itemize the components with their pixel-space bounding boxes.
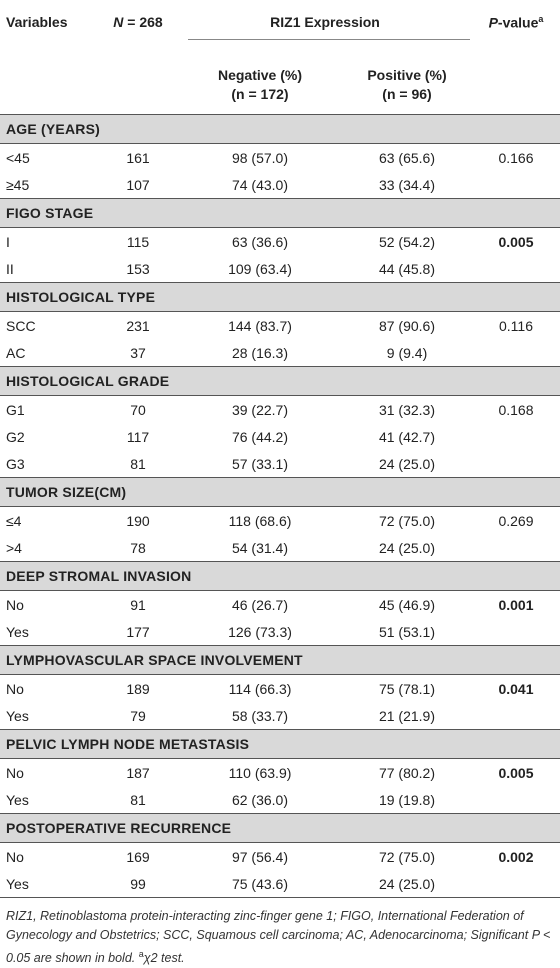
- row-n: 70: [130, 401, 146, 418]
- row-n: 107: [126, 176, 150, 193]
- row-negative: 57 (33.1): [231, 455, 289, 472]
- row-positive: 51 (53.1): [378, 623, 436, 640]
- row-n: 78: [130, 539, 146, 556]
- row-n: 177: [126, 623, 150, 640]
- row-p-value: [472, 171, 560, 199]
- row-positive: 21 (21.9): [378, 707, 436, 724]
- row-label: Yes: [6, 623, 29, 640]
- table-row: [0, 591, 560, 619]
- section-header: [0, 814, 560, 843]
- row-p-value: 0.041: [498, 680, 534, 697]
- row-p-value: [472, 702, 560, 730]
- row-negative: 28 (16.3): [231, 344, 289, 361]
- variables-header: Variables: [6, 14, 68, 30]
- section-header: [0, 646, 560, 675]
- row-label: >4: [6, 539, 22, 556]
- row-p-value: [472, 534, 560, 562]
- row-p-value: [472, 255, 560, 283]
- table-row: [0, 144, 560, 172]
- table-row: [0, 618, 560, 646]
- row-negative: 110 (63.9): [228, 764, 292, 781]
- row-positive: 24 (25.0): [378, 539, 436, 556]
- row-n: 161: [126, 149, 150, 166]
- table-row: [0, 507, 560, 535]
- row-positive: 45 (46.9): [378, 596, 436, 613]
- table-row: [0, 228, 560, 256]
- row-negative: 114 (66.3): [228, 680, 292, 697]
- table-row: [0, 702, 560, 730]
- section-title: HISTOLOGICAL TYPE: [0, 283, 560, 312]
- row-n: 169: [126, 848, 150, 865]
- row-p-value: 0.005: [498, 764, 534, 781]
- section-title: AGE (YEARS): [0, 115, 560, 144]
- section-header: [0, 283, 560, 312]
- row-positive: 75 (78.1): [378, 680, 436, 697]
- row-positive: 24 (25.0): [378, 875, 436, 892]
- table-row: [0, 423, 560, 450]
- section-title: FIGO STAGE: [0, 199, 560, 228]
- row-p-value: 0.166: [498, 149, 534, 166]
- row-negative: 54 (31.4): [231, 539, 289, 556]
- row-negative: 74 (43.0): [231, 176, 289, 193]
- row-positive: 72 (75.0): [378, 512, 436, 529]
- row-p-value: 0.168: [498, 401, 534, 418]
- row-negative: 76 (44.2): [231, 428, 289, 445]
- row-positive: 24 (25.0): [378, 455, 436, 472]
- row-label: ≤4: [6, 512, 22, 529]
- row-n: 81: [130, 455, 146, 472]
- row-positive: 52 (54.2): [378, 233, 436, 250]
- row-p-value: 0.005: [498, 233, 534, 250]
- table-row: [0, 339, 560, 367]
- row-negative: 63 (36.6): [231, 233, 289, 250]
- row-negative: 97 (56.4): [231, 848, 289, 865]
- row-positive: 9 (9.4): [386, 344, 428, 361]
- row-positive: 19 (19.8): [378, 791, 436, 808]
- row-n: 189: [126, 680, 150, 697]
- row-negative: 62 (36.0): [231, 791, 289, 808]
- row-positive: 44 (45.8): [378, 260, 436, 277]
- table-row: [0, 843, 560, 871]
- group-header-rule: [188, 39, 470, 40]
- row-label: Yes: [6, 791, 29, 808]
- section-title: POSTOPERATIVE RECURRENCE: [0, 814, 560, 843]
- row-label: Yes: [6, 875, 29, 892]
- row-p-value: [472, 339, 560, 367]
- row-negative: 118 (68.6): [228, 512, 292, 529]
- p-value-header: P-value$^a$: [488, 14, 544, 31]
- section-header: [0, 730, 560, 759]
- row-label: SCC: [6, 317, 36, 334]
- section-title: LYMPHOVASCULAR SPACE INVOLVEMENT: [0, 646, 560, 675]
- row-label: <45: [6, 149, 30, 166]
- riz1-expression-header: RIZ1 Expression: [270, 14, 380, 30]
- row-positive: 41 (42.7): [378, 428, 436, 445]
- row-p-value: 0.116: [499, 317, 533, 334]
- table-row: [0, 534, 560, 562]
- row-n: 81: [130, 791, 146, 808]
- row-label: G2: [6, 428, 25, 445]
- row-n: 79: [130, 707, 146, 724]
- row-positive: 72 (75.0): [378, 848, 436, 865]
- row-label: G3: [6, 455, 25, 472]
- table-row: [0, 312, 560, 340]
- section-header: [0, 478, 560, 507]
- section-title: PELVIC LYMPH NODE METASTASIS: [0, 730, 560, 759]
- row-label: No: [6, 764, 24, 781]
- table-row: [0, 759, 560, 787]
- row-n: 190: [126, 512, 150, 529]
- row-positive: 31 (32.3): [378, 401, 436, 418]
- row-negative: 144 (83.7): [228, 317, 292, 334]
- row-n: 115: [126, 233, 150, 250]
- row-negative: 58 (33.7): [231, 707, 289, 724]
- row-p-value: [472, 450, 560, 478]
- section-header: [0, 199, 560, 228]
- row-p-value: [472, 786, 560, 814]
- row-label: No: [6, 596, 24, 613]
- row-label: ≥45: [6, 176, 30, 193]
- header-row-1: [0, 0, 560, 56]
- table-row: [0, 675, 560, 703]
- row-n: 187: [126, 764, 150, 781]
- row-n: 91: [130, 596, 146, 613]
- row-negative: 75 (43.6): [231, 875, 289, 892]
- row-p-value: [472, 618, 560, 646]
- row-negative: 109 (63.4): [228, 260, 292, 277]
- row-negative: 39 (22.7): [231, 401, 289, 418]
- n-header: N = 268: [113, 14, 163, 30]
- row-positive: 63 (65.6): [378, 149, 436, 166]
- table-row: [0, 870, 560, 898]
- section-header: [0, 367, 560, 396]
- row-label: AC: [6, 344, 26, 361]
- table-row: [0, 255, 560, 283]
- row-label: G1: [6, 401, 25, 418]
- row-label: No: [6, 680, 24, 697]
- section-title: HISTOLOGICAL GRADE: [0, 367, 560, 396]
- row-n: 153: [126, 260, 150, 277]
- row-negative: 46 (26.7): [231, 596, 289, 613]
- section-header: [0, 562, 560, 591]
- negative-header: Negative (%) (n = 172): [217, 67, 303, 102]
- positive-header: Positive (%) (n = 96): [367, 67, 447, 102]
- row-n: 99: [130, 875, 146, 892]
- table-row: [0, 450, 560, 478]
- row-p-value: 0.001: [498, 596, 534, 613]
- row-n: 117: [126, 428, 150, 445]
- row-n: 37: [130, 344, 146, 361]
- section-title: DEEP STROMAL INVASION: [0, 562, 560, 591]
- section-title: TUMOR SIZE(CM): [0, 478, 560, 507]
- row-negative: 126 (73.3): [228, 623, 292, 640]
- row-positive: 33 (34.4): [378, 176, 436, 193]
- header-row-2: [0, 56, 560, 115]
- row-negative: 98 (57.0): [231, 149, 289, 166]
- row-p-value: 0.269: [498, 512, 534, 529]
- row-label: II: [6, 260, 14, 277]
- row-label: I: [6, 233, 10, 250]
- row-n: 231: [126, 317, 150, 334]
- row-p-value: 0.002: [498, 848, 534, 865]
- table-footnote: RIZ1, Retinoblastoma protein-interacting zinc-finger gene 1; FIGO, International Federation of Gynecology and Obstetrics; SCC, Squamous cell carcinoma; AC, Adenocarcinoma; Significant P < 0.05 are shown in bold. $^a$χ2 test.: [6, 909, 551, 966]
- table-body: [0, 115, 560, 898]
- row-positive: 77 (80.2): [378, 764, 436, 781]
- table-row: [0, 171, 560, 199]
- row-label: Yes: [6, 707, 29, 724]
- section-header: [0, 115, 560, 144]
- table-row: [0, 786, 560, 814]
- row-p-value: [472, 423, 560, 450]
- table-row: [0, 396, 560, 424]
- row-label: No: [6, 848, 24, 865]
- row-p-value: [472, 870, 560, 898]
- row-positive: 87 (90.6): [378, 317, 436, 334]
